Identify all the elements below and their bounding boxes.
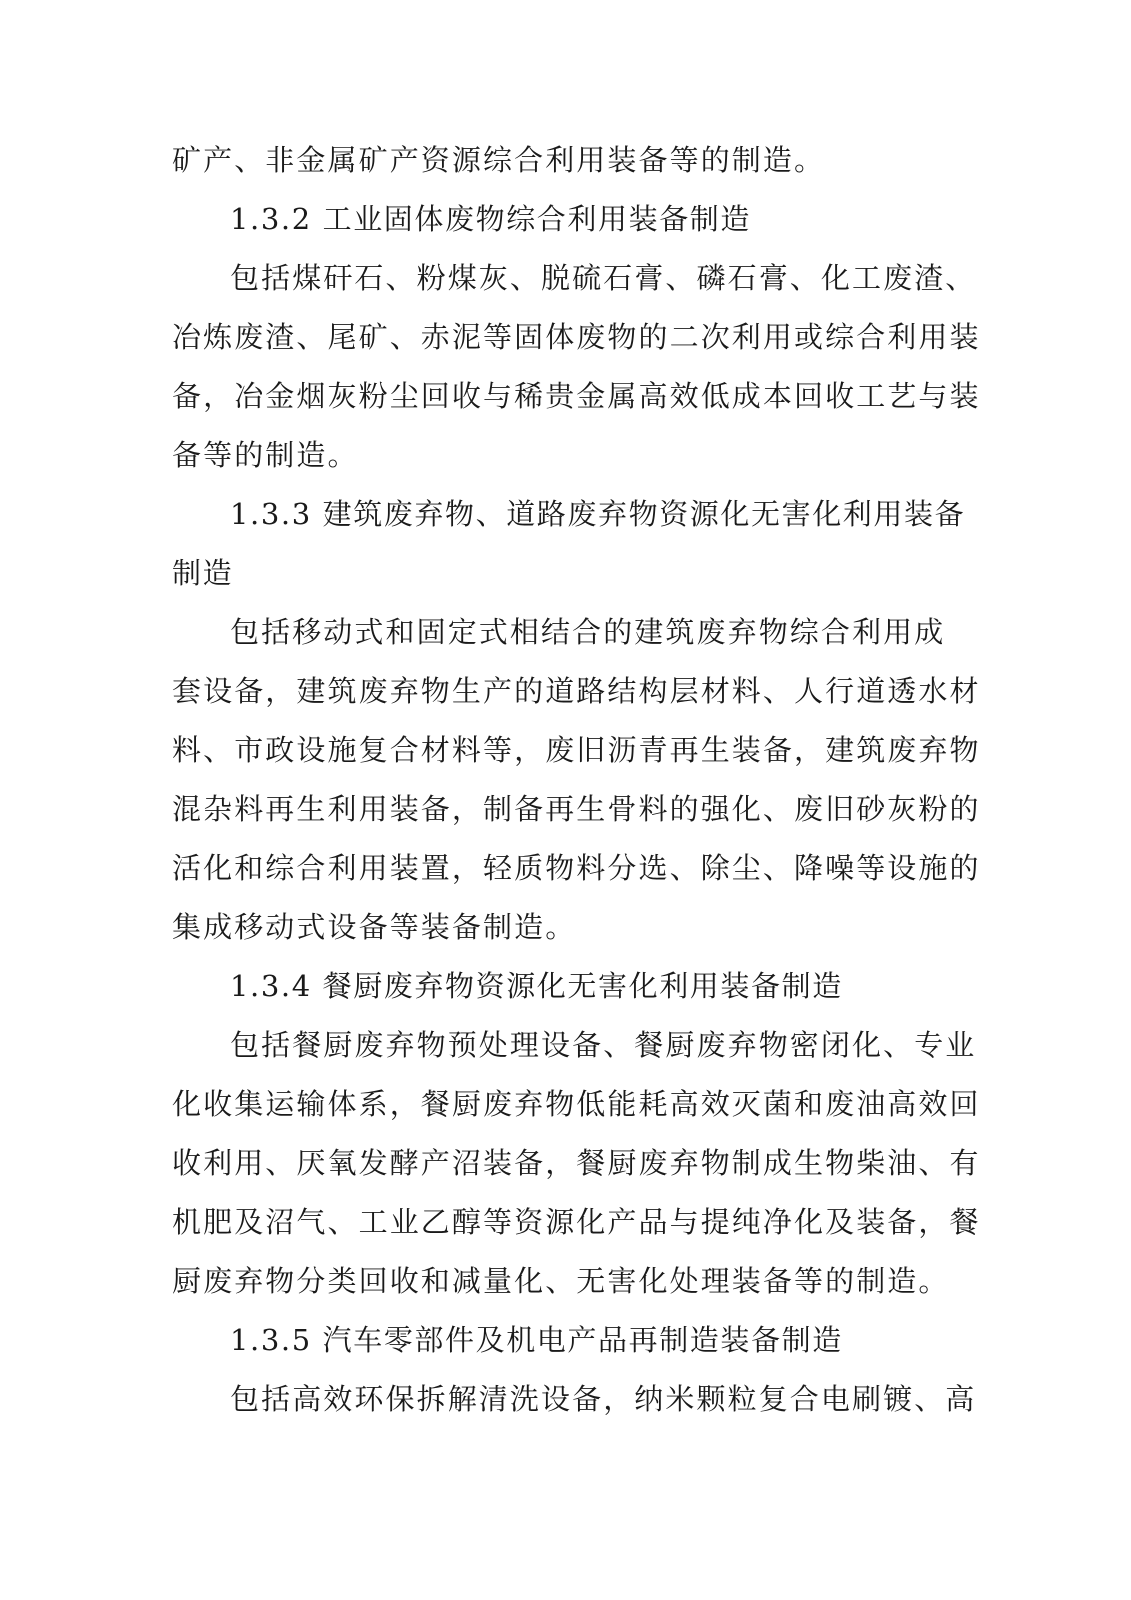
body-text-line: 冶炼废渣、尾矿、赤泥等固体废物的二次利用或综合利用装 [172,320,981,354]
section-heading-1-3-4: 1.3.4 餐厨废弃物资源化无害化利用装备制造 [230,969,843,1003]
body-text-line: 包括餐厨废弃物预处理设备、餐厨废弃物密闭化、专业 [230,1028,977,1062]
body-text-line: 化收集运输体系，餐厨废弃物低能耗高效灭菌和废油高效回 [172,1087,981,1121]
body-text-line: 包括移动式和固定式相结合的建筑废弃物综合利用成 [230,615,946,649]
body-text-line: 混杂料再生利用装备，制备再生骨料的强化、废旧砂灰粉的 [172,792,981,826]
body-text-line: 包括高效环保拆解清洗设备，纳米颗粒复合电刷镀、高 [230,1382,977,1416]
body-text-line: 包括煤矸石、粉煤灰、脱硫石膏、磷石膏、化工废渣、 [230,261,977,295]
section-heading-1-3-3-continued: 制造 [172,556,234,590]
body-text-line: 集成移动式设备等装备制造。 [172,910,577,944]
body-text-line: 厨废弃物分类回收和减量化、无害化处理装备等的制造。 [172,1264,950,1298]
section-heading-1-3-3: 1.3.3 建筑废弃物、道路废弃物资源化无害化利用装备 [230,497,966,531]
body-text-line: 料、市政设施复合材料等，废旧沥青再生装备，建筑废弃物 [172,733,981,767]
section-heading-1-3-5: 1.3.5 汽车零部件及机电产品再制造装备制造 [230,1323,843,1357]
body-text-line: 套设备，建筑废弃物生产的道路结构层材料、人行道透水材 [172,674,981,708]
body-text-line: 备等的制造。 [172,438,359,472]
body-text-line: 矿产、非金属矿产资源综合利用装备等的制造。 [172,143,826,177]
body-text-line: 备，冶金烟灰粉尘回收与稀贵金属高效低成本回收工艺与装 [172,379,981,413]
body-text-line: 收利用、厌氧发酵产沼装备，餐厨废弃物制成生物柴油、有 [172,1146,981,1180]
body-text-line: 活化和综合利用装置，轻质物料分选、除尘、降噪等设施的 [172,851,981,885]
body-text-line: 机肥及沼气、工业乙醇等资源化产品与提纯净化及装备，餐 [172,1205,981,1239]
section-heading-1-3-2: 1.3.2 工业固体废物综合利用装备制造 [230,202,752,236]
